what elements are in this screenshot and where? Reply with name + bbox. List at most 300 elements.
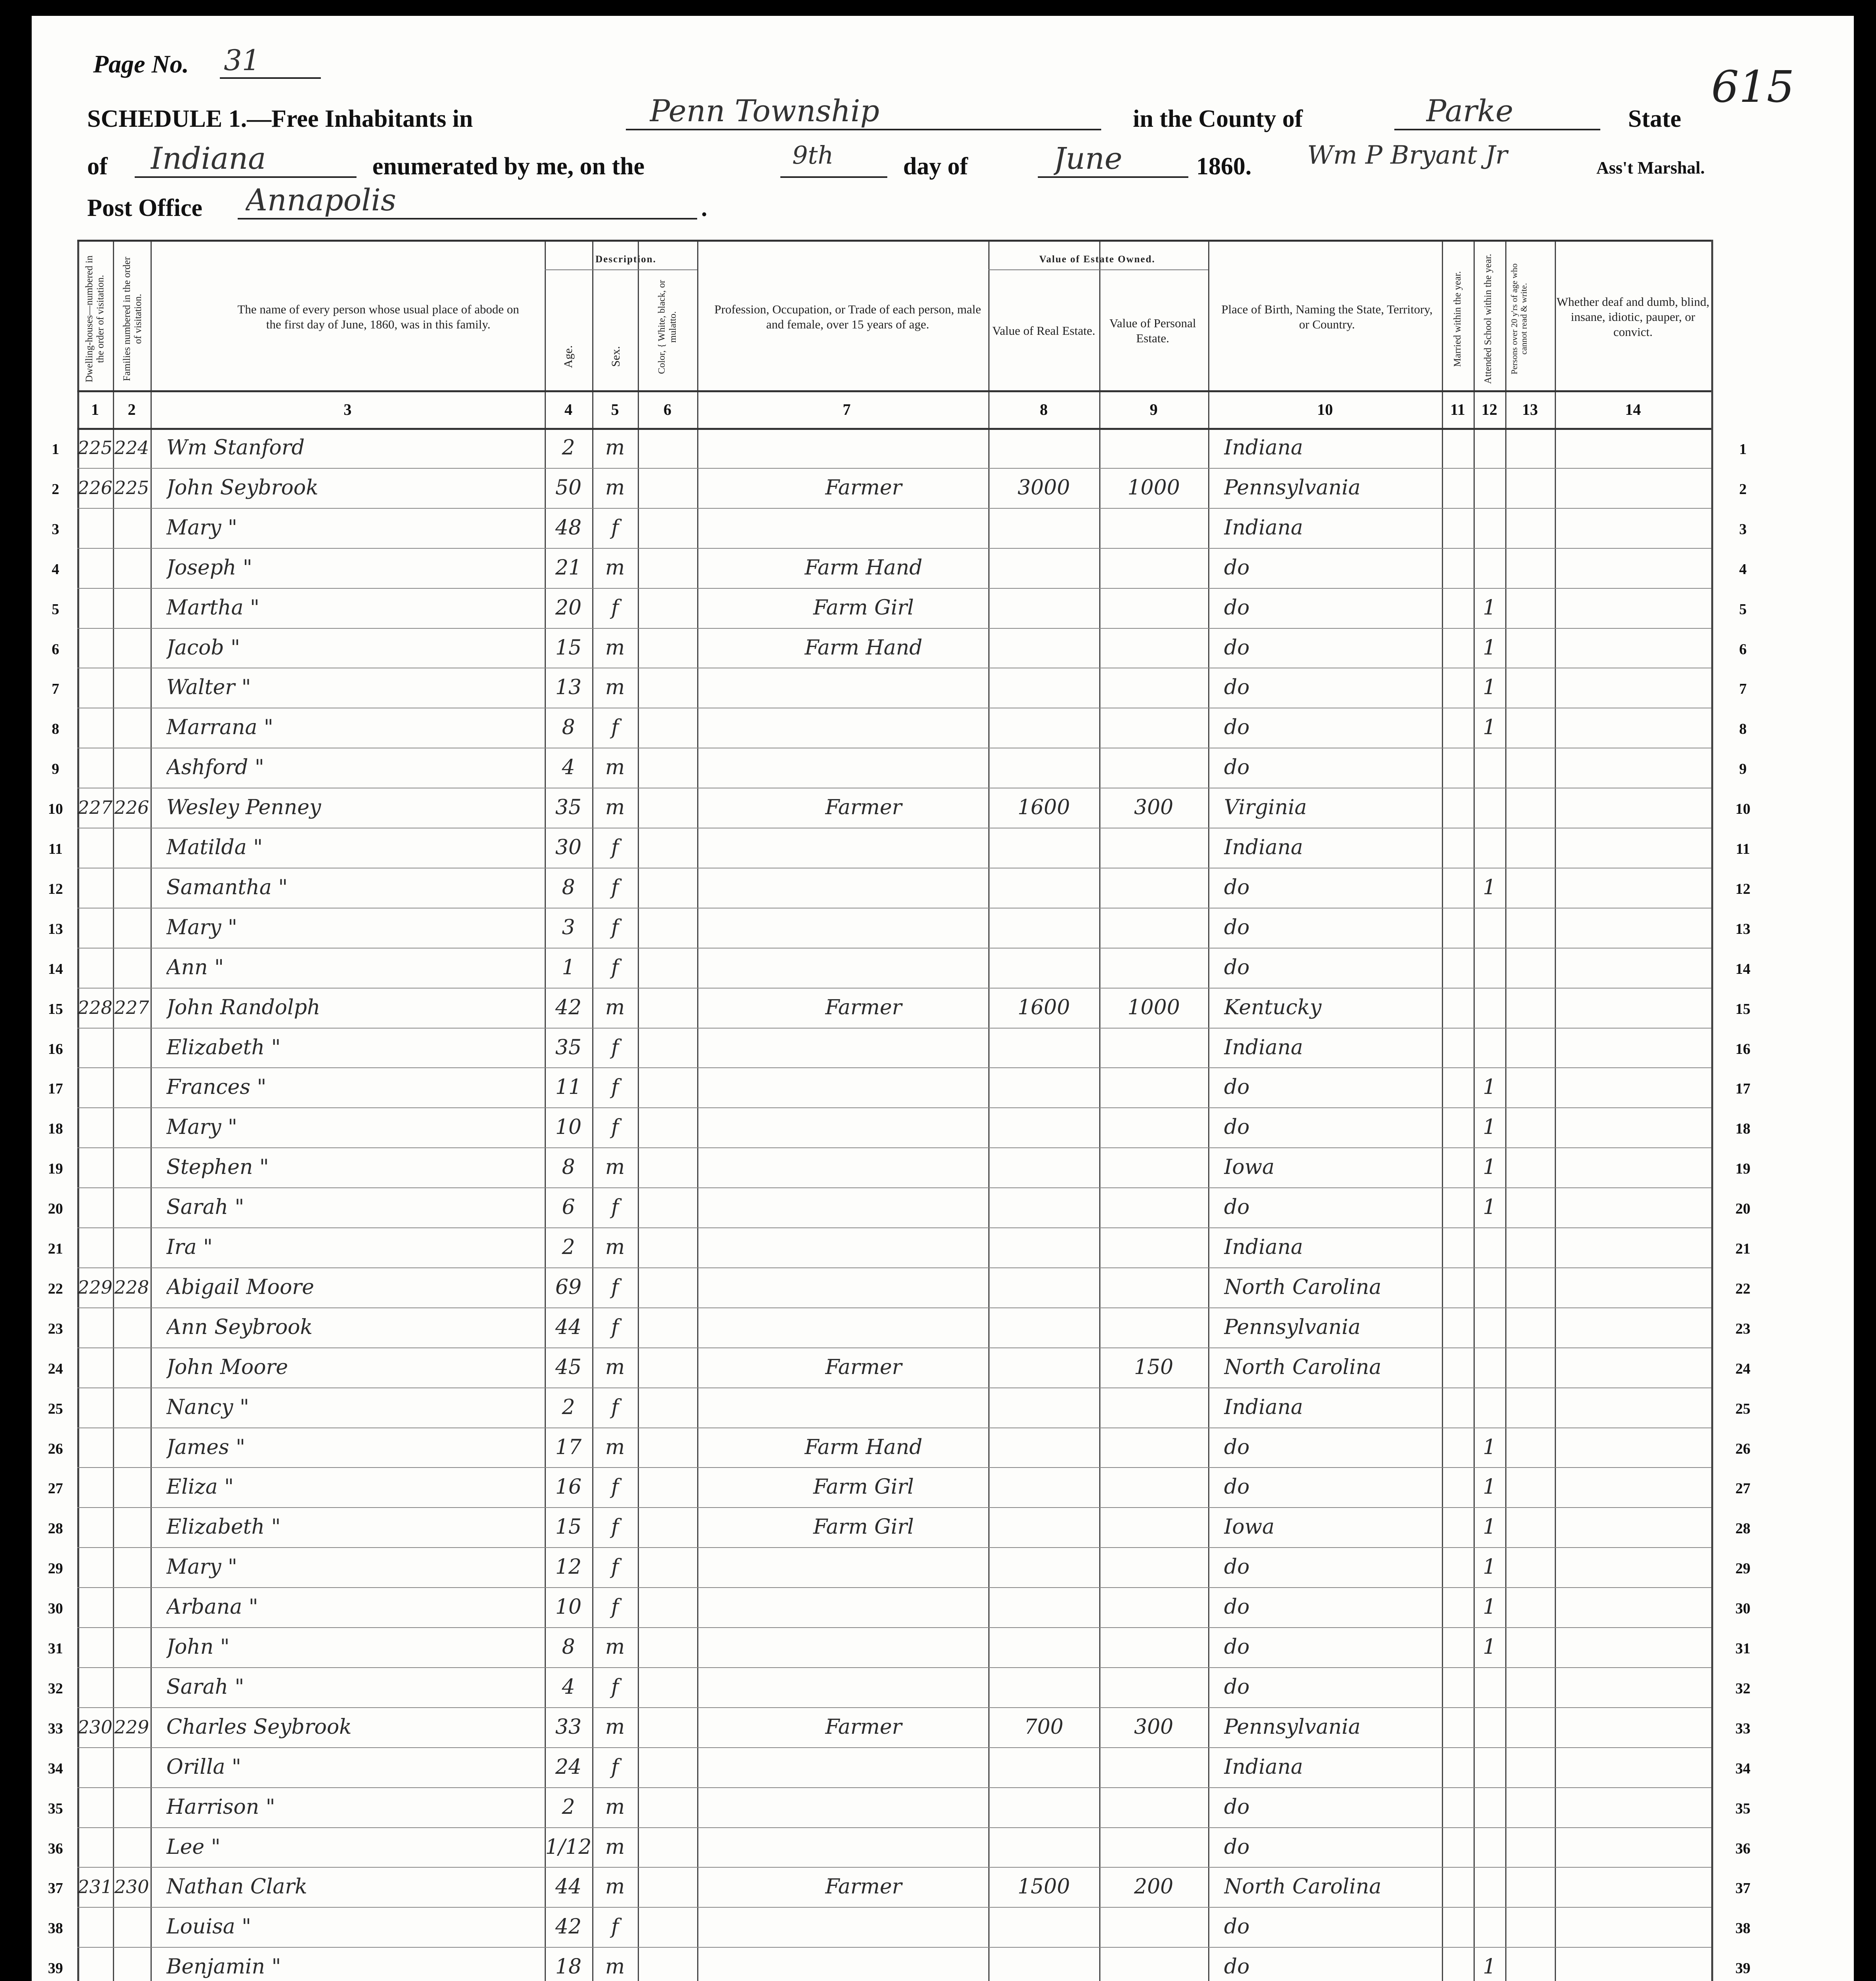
personal-estate-value	[1099, 668, 1208, 708]
personal-estate-value	[1099, 1267, 1208, 1307]
row-number: 1	[1739, 441, 1747, 458]
col-10-header: Place of Birth, Naming the State, Territory, or Country.	[1221, 302, 1433, 331]
age: 8	[562, 1155, 575, 1179]
day-label: day of	[903, 153, 968, 180]
grid-vertical-line	[638, 240, 639, 1981]
attended-school	[1474, 1267, 1505, 1307]
sex: m	[605, 1435, 625, 1459]
place-of-birth: Iowa	[1224, 1515, 1275, 1539]
marshal-signature: Wm P Bryant Jr	[1307, 141, 1508, 170]
row-number: 12	[48, 880, 63, 897]
personal-estate-value	[1099, 1547, 1208, 1587]
real-estate-value: 700	[1024, 1715, 1064, 1739]
sex: f	[611, 1075, 619, 1099]
underline	[135, 176, 357, 178]
personal-estate-value	[1099, 588, 1208, 628]
dwelling-number	[77, 748, 113, 788]
dwelling-number	[77, 1028, 113, 1068]
row-number: 35	[1735, 1800, 1750, 1817]
sex: m	[605, 1635, 625, 1659]
dwelling-number	[77, 628, 113, 668]
attended-school	[1474, 468, 1505, 508]
attended-school: 1	[1483, 1555, 1496, 1579]
row-number: 39	[48, 1960, 63, 1977]
row-number: 16	[1735, 1040, 1750, 1057]
row-number: 16	[48, 1040, 63, 1057]
family-number: 230	[114, 1876, 149, 1898]
grid-vertical-line	[151, 240, 152, 1981]
row-number: 30	[1735, 1600, 1750, 1617]
dwelling-number	[77, 1187, 113, 1227]
row-number: 14	[1735, 960, 1750, 977]
grid-vertical-line	[1505, 240, 1506, 1981]
sex: f	[611, 1555, 619, 1579]
occupation	[741, 948, 986, 988]
col-9-header: Value of Personal Estate.	[1109, 316, 1196, 345]
occupation: Farmer	[825, 1715, 902, 1739]
attended-school	[1474, 1747, 1505, 1787]
family-number	[113, 1067, 151, 1107]
attended-school: 1	[1483, 636, 1496, 660]
real-estate-value	[988, 828, 1099, 868]
place-of-birth: do	[1224, 1075, 1250, 1099]
col-14-header: Whether deaf and dumb, blind, insane, idiotic, pauper, or convict.	[1556, 295, 1710, 339]
grid-vertical-line	[1208, 240, 1209, 1981]
group-rule	[545, 269, 697, 270]
sex: f	[611, 1035, 619, 1059]
age: 44	[555, 1875, 582, 1899]
sex: f	[611, 1515, 619, 1539]
person-name: Mary "	[166, 1115, 237, 1139]
place-of-birth: North Carolina	[1224, 1275, 1382, 1299]
day: 9th	[792, 141, 834, 170]
row-number: 23	[1735, 1320, 1750, 1337]
age: 15	[555, 636, 582, 660]
person-name: Sarah "	[166, 1195, 244, 1220]
attended-school	[1474, 1307, 1505, 1347]
col-13-header: Persons over 20 y'rs of age who cannot read & write.	[1509, 263, 1529, 375]
personal-estate-value	[1099, 1907, 1208, 1947]
dwelling-number	[77, 1467, 113, 1507]
personal-estate-value	[1099, 868, 1208, 908]
real-estate-value: 3000	[1017, 475, 1070, 500]
personal-estate-value	[1099, 708, 1208, 748]
person-name: Lee "	[166, 1835, 221, 1859]
row-number: 34	[1735, 1760, 1750, 1777]
personal-estate-value	[1099, 1307, 1208, 1347]
row-number: 21	[1735, 1241, 1750, 1257]
row-number: 35	[48, 1800, 63, 1817]
post-office: Annapolis	[246, 182, 397, 218]
age: 33	[555, 1715, 582, 1739]
real-estate-value	[988, 428, 1099, 468]
dwelling-number	[77, 548, 113, 588]
attended-school: 1	[1483, 676, 1496, 700]
person-name: Charles Seybrook	[166, 1715, 352, 1739]
sex: m	[605, 436, 625, 460]
age: 15	[555, 1515, 582, 1539]
age: 8	[562, 716, 575, 740]
person-name: Marrana "	[166, 716, 273, 740]
row-number: 5	[51, 601, 59, 618]
age: 50	[555, 475, 582, 500]
age: 45	[555, 1355, 582, 1379]
row-number: 15	[48, 1000, 63, 1017]
age: 44	[555, 1315, 582, 1339]
person-name: Mary "	[166, 915, 237, 939]
age: 13	[555, 676, 582, 700]
period: .	[701, 195, 707, 221]
attended-school: 1	[1483, 1955, 1496, 1979]
occupation	[741, 1627, 986, 1667]
attended-school	[1474, 908, 1505, 948]
person-name: Joseph "	[166, 555, 252, 580]
age: 21	[555, 555, 582, 580]
row-number: 31	[48, 1640, 63, 1657]
row-number: 20	[1735, 1200, 1750, 1218]
family-number	[113, 1947, 151, 1981]
occupation: Farm Hand	[805, 636, 923, 660]
family-number	[113, 1307, 151, 1347]
sex: f	[611, 875, 619, 899]
family-number	[113, 1187, 151, 1227]
column-number: 8	[1040, 401, 1048, 418]
personal-estate-value	[1099, 1028, 1208, 1068]
sex: m	[605, 676, 625, 700]
underline	[1038, 176, 1188, 178]
row-number: 2	[51, 481, 59, 498]
attended-school: 1	[1483, 1635, 1496, 1659]
age: 8	[562, 875, 575, 899]
personal-estate-value	[1099, 1667, 1208, 1707]
personal-estate-value	[1099, 828, 1208, 868]
personal-estate-value	[1099, 1187, 1208, 1227]
real-estate-value	[988, 1028, 1099, 1068]
dwelling-number	[77, 1387, 113, 1428]
row-number: 11	[1736, 841, 1750, 857]
personal-estate-value	[1099, 948, 1208, 988]
person-name: Nancy "	[166, 1395, 249, 1419]
place-of-birth: do	[1224, 1635, 1250, 1659]
real-estate-value: 1600	[1017, 796, 1070, 820]
occupation	[741, 1947, 986, 1981]
personal-estate-value	[1099, 1428, 1208, 1468]
row-number: 10	[48, 801, 63, 818]
real-estate-value	[988, 1107, 1099, 1147]
place-of-birth: do	[1224, 1475, 1250, 1499]
place-of-birth: Indiana	[1224, 515, 1303, 540]
dwelling-number	[77, 1547, 113, 1587]
age: 1/12	[545, 1835, 592, 1859]
row-number: 10	[1735, 801, 1750, 818]
person-name: Ann "	[166, 955, 224, 979]
row-number: 5	[1739, 601, 1747, 618]
attended-school	[1474, 1667, 1505, 1707]
sex: f	[611, 1315, 619, 1339]
family-number	[113, 508, 151, 548]
family-number	[113, 828, 151, 868]
family-number: 229	[114, 1716, 149, 1738]
occupation	[741, 508, 986, 548]
family-number	[113, 1627, 151, 1667]
family-number	[113, 628, 151, 668]
place-of-birth: do	[1224, 1915, 1250, 1939]
occupation	[741, 1267, 986, 1307]
attended-school	[1474, 1227, 1505, 1267]
personal-estate-value	[1099, 908, 1208, 948]
attended-school	[1474, 1827, 1505, 1867]
occupation	[741, 1147, 986, 1187]
personal-estate-value: 1000	[1127, 995, 1180, 1019]
person-name: Mary "	[166, 515, 237, 540]
person-name: Walter "	[166, 676, 251, 700]
person-name: John "	[166, 1635, 230, 1659]
real-estate-value	[988, 908, 1099, 948]
occupation: Farmer	[825, 796, 902, 820]
age: 20	[555, 595, 582, 620]
family-number	[113, 1428, 151, 1468]
place-of-birth: Virginia	[1224, 796, 1307, 820]
family-number: 224	[114, 437, 149, 458]
row-number: 3	[51, 521, 59, 538]
occupation	[741, 1028, 986, 1068]
real-estate-value	[988, 1747, 1099, 1787]
person-name: Wm Stanford	[166, 436, 305, 460]
attended-school	[1474, 1707, 1505, 1747]
age: 2	[562, 1395, 575, 1419]
family-number	[113, 1547, 151, 1587]
attended-school	[1474, 1867, 1505, 1907]
personal-estate-value	[1099, 1787, 1208, 1827]
person-name: Elizabeth "	[166, 1035, 281, 1059]
real-estate-value	[988, 948, 1099, 988]
place-of-birth: do	[1224, 1195, 1250, 1220]
col-3-header: The name of every person whose usual place of abode on the first day of June, 1860, was in this family.	[237, 302, 519, 331]
row-number: 9	[1739, 761, 1747, 778]
sex: m	[605, 796, 625, 820]
place-of-birth: Indiana	[1224, 1395, 1303, 1419]
dwelling-number	[77, 1347, 113, 1387]
row-number: 2	[1739, 481, 1747, 498]
personal-estate-value: 1000	[1127, 475, 1180, 500]
row-number: 27	[1735, 1480, 1750, 1497]
row-number: 22	[1735, 1280, 1750, 1297]
dwelling-number	[77, 1307, 113, 1347]
row-number: 32	[48, 1680, 63, 1697]
age: 42	[555, 995, 582, 1019]
personal-estate-value: 150	[1134, 1355, 1174, 1379]
dwelling-number	[77, 1787, 113, 1827]
column-number: 11	[1450, 401, 1465, 418]
family-number	[113, 908, 151, 948]
person-name: James "	[166, 1435, 246, 1459]
dwelling-number	[77, 708, 113, 748]
family-number	[113, 868, 151, 908]
row-number: 19	[48, 1160, 63, 1178]
person-name: Samantha "	[166, 875, 288, 899]
sex: m	[605, 1875, 625, 1899]
row-number: 7	[51, 681, 59, 698]
dwelling-number: 230	[78, 1716, 112, 1738]
sex: f	[611, 595, 619, 620]
row-number: 37	[1735, 1880, 1750, 1897]
row-number: 19	[1735, 1160, 1750, 1178]
occupation	[741, 668, 986, 708]
place-of-birth: do	[1224, 875, 1250, 899]
age: 42	[555, 1915, 582, 1939]
occupation	[741, 1547, 986, 1587]
column-number: 14	[1625, 401, 1641, 418]
row-number: 23	[48, 1320, 63, 1337]
dwelling-number	[77, 828, 113, 868]
sex: f	[611, 1915, 619, 1939]
sex: m	[605, 1715, 625, 1739]
column-number: 9	[1150, 401, 1158, 418]
row-number: 27	[48, 1480, 63, 1497]
post-office-label: Post Office	[87, 195, 202, 221]
occupation: Farmer	[825, 1875, 902, 1899]
real-estate-value	[988, 868, 1099, 908]
row-number: 1	[51, 441, 59, 458]
dwelling-number	[77, 1907, 113, 1947]
sex: m	[605, 1155, 625, 1179]
attended-school: 1	[1483, 1155, 1496, 1179]
family-number	[113, 1227, 151, 1267]
real-estate-value	[988, 1307, 1099, 1347]
place-of-birth: Indiana	[1224, 1035, 1303, 1059]
enumerated-label: enumerated by me, on the	[372, 153, 645, 180]
col-7-header: Profession, Occupation, or Trade of each person, male and female, over 15 years of age.	[714, 302, 981, 331]
row-number: 34	[48, 1760, 63, 1777]
place-of-birth: do	[1224, 1555, 1250, 1579]
occupation	[741, 748, 986, 788]
place-of-birth: do	[1224, 1955, 1250, 1979]
dwelling-number: 228	[78, 996, 112, 1018]
occupation: Farm Girl	[813, 1475, 914, 1499]
row-number: 29	[1735, 1560, 1750, 1577]
person-name: Eliza "	[166, 1475, 234, 1499]
attended-school: 1	[1483, 1115, 1496, 1139]
family-number	[113, 1827, 151, 1867]
family-number	[113, 1787, 151, 1827]
row-number: 28	[48, 1520, 63, 1537]
occupation: Farm Hand	[805, 555, 923, 580]
column-number: 2	[128, 401, 136, 418]
col-2-header: Families numbered in the order of visitation.	[122, 257, 143, 381]
col-8-header: Value of Real Estate.	[992, 324, 1095, 338]
age: 48	[555, 515, 582, 540]
row-number: 20	[48, 1200, 63, 1218]
sex: f	[611, 1115, 619, 1139]
real-estate-value: 1500	[1017, 1875, 1070, 1899]
dwelling-number	[77, 1227, 113, 1267]
person-name: Ashford "	[166, 756, 264, 780]
personal-estate-value: 300	[1134, 796, 1174, 820]
real-estate-value	[988, 548, 1099, 588]
row-number: 8	[1739, 721, 1747, 738]
attended-school	[1474, 1787, 1505, 1827]
county-label: in the County of	[1133, 105, 1303, 132]
attended-school: 1	[1483, 1195, 1496, 1220]
attended-school	[1474, 948, 1505, 988]
place-of-birth: Pennsylvania	[1224, 1715, 1361, 1739]
personal-estate-value	[1099, 1227, 1208, 1267]
person-name: Harrison "	[166, 1795, 275, 1819]
person-name: Sarah "	[166, 1675, 244, 1699]
place-of-birth: do	[1224, 1675, 1250, 1699]
place-of-birth: do	[1224, 1795, 1250, 1819]
age: 24	[555, 1755, 582, 1779]
occupation	[741, 1787, 986, 1827]
personal-estate-value: 300	[1134, 1715, 1174, 1739]
row-number: 24	[48, 1360, 63, 1377]
sex: m	[605, 636, 625, 660]
personal-estate-value	[1099, 1507, 1208, 1547]
real-estate-value	[988, 1787, 1099, 1827]
person-name: Louisa "	[166, 1915, 252, 1939]
place-of-birth: North Carolina	[1224, 1875, 1382, 1899]
place-of-birth: do	[1224, 716, 1250, 740]
place-of-birth: do	[1224, 555, 1250, 580]
person-name: Wesley Penney	[166, 796, 321, 820]
county: Parke	[1426, 93, 1514, 128]
personal-estate-value: 200	[1134, 1875, 1174, 1899]
row-number: 22	[48, 1280, 63, 1297]
place-of-birth: Iowa	[1224, 1155, 1275, 1179]
real-estate-value	[988, 588, 1099, 628]
personal-estate-value	[1099, 1947, 1208, 1981]
sex: m	[605, 1795, 625, 1819]
dwelling-number	[77, 668, 113, 708]
dwelling-number	[77, 1627, 113, 1667]
group-rule	[988, 269, 1208, 270]
column-number: 4	[564, 401, 572, 418]
sex: f	[611, 1395, 619, 1419]
personal-estate-value	[1099, 1467, 1208, 1507]
sex: m	[605, 756, 625, 780]
underline	[238, 218, 697, 219]
real-estate-value	[988, 508, 1099, 548]
row-number: 6	[51, 641, 59, 658]
family-number	[113, 1467, 151, 1507]
age: 12	[555, 1555, 582, 1579]
state-label: State	[1628, 105, 1682, 132]
person-name: Arbana "	[166, 1595, 258, 1619]
real-estate-value	[988, 1587, 1099, 1627]
page-number: 31	[224, 44, 260, 77]
attended-school	[1474, 1387, 1505, 1428]
personal-estate-value	[1099, 1587, 1208, 1627]
dwelling-number: 225	[78, 437, 112, 458]
person-name: Martha "	[166, 595, 259, 620]
personal-estate-value	[1099, 628, 1208, 668]
value-group-header: Value of Estate Owned.	[1039, 254, 1155, 265]
grid-vertical-line	[1711, 240, 1713, 1981]
stamp-number: 615	[1711, 61, 1794, 112]
occupation	[741, 908, 986, 948]
sex: f	[611, 836, 619, 859]
attended-school	[1474, 748, 1505, 788]
place-of-birth: do	[1224, 955, 1250, 979]
dwelling-number	[77, 908, 113, 948]
occupation	[741, 1387, 986, 1428]
occupation	[741, 1587, 986, 1627]
dwelling-number	[77, 508, 113, 548]
dwelling-number: 226	[78, 477, 112, 498]
row-number: 33	[48, 1720, 63, 1737]
personal-estate-value	[1099, 1827, 1208, 1867]
row-number: 21	[48, 1241, 63, 1257]
